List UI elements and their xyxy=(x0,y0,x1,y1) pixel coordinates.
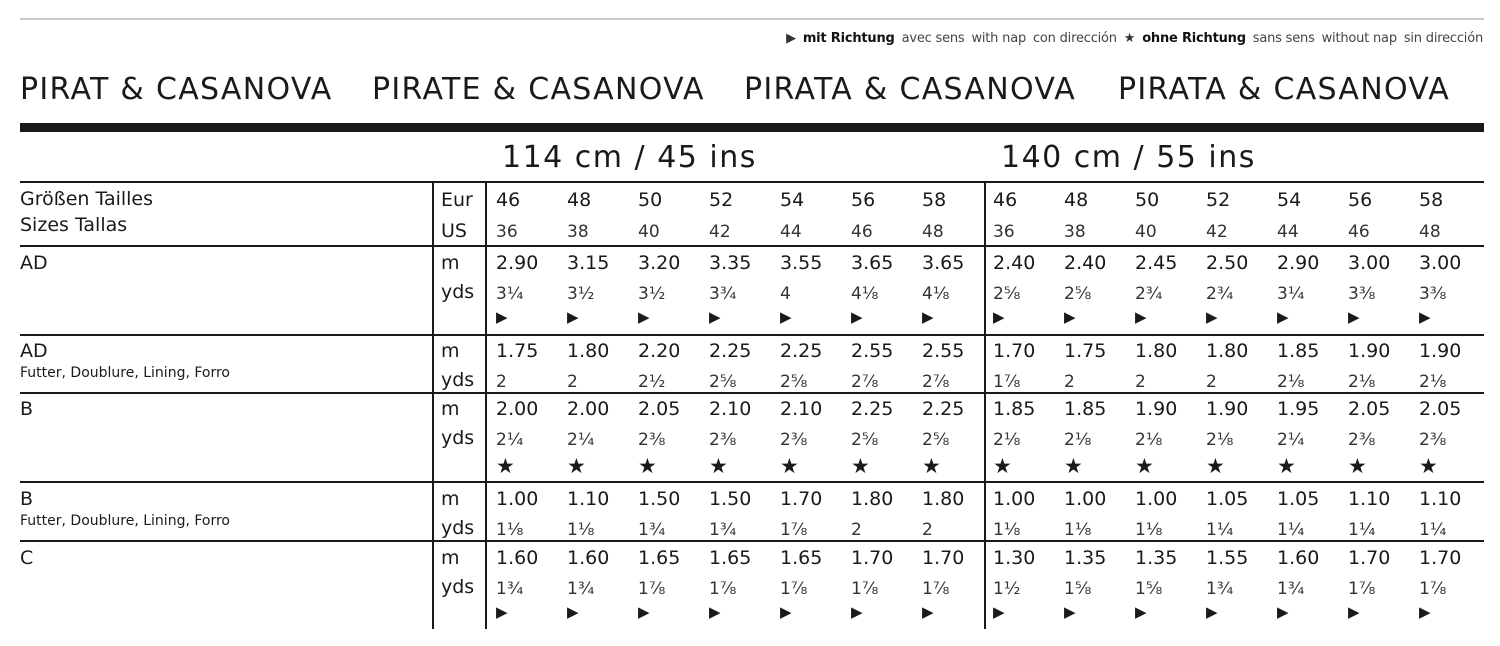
meters-cell: 2.05 xyxy=(638,398,681,420)
without-nap-icon: ★ xyxy=(851,454,870,478)
size-us-cell: 48 xyxy=(1419,222,1441,242)
row-rule xyxy=(20,540,1484,542)
without-nap-icon: ★ xyxy=(1206,454,1225,478)
yards-cell: 2 xyxy=(851,520,862,540)
meters-cell: 1.35 xyxy=(1135,547,1178,569)
with-nap-icon: ▶ xyxy=(922,603,934,621)
meters-cell: 1.10 xyxy=(1419,488,1462,510)
meters-cell: 1.60 xyxy=(1277,547,1320,569)
unit-yards: yds xyxy=(441,281,475,303)
without-nap-icon: ★ xyxy=(993,454,1012,478)
yards-cell: 1¾ xyxy=(638,520,666,540)
yards-cell: 3¾ xyxy=(709,284,737,304)
yards-cell: 1⅞ xyxy=(993,372,1021,392)
top-rule xyxy=(20,18,1484,20)
with-nap-icon: ▶ xyxy=(1277,308,1289,326)
size-eur-cell: 56 xyxy=(851,189,876,211)
yards-cell: 1⅛ xyxy=(567,520,595,540)
garment-label: C xyxy=(20,547,34,569)
yards-cell: 2⅛ xyxy=(1064,430,1092,450)
meters-cell: 2.25 xyxy=(780,340,823,362)
legend-nonap-fr: sans sens xyxy=(1252,31,1315,46)
meters-cell: 2.40 xyxy=(993,252,1036,274)
legend-nap-fr: avec sens xyxy=(901,31,965,46)
meters-cell: 2.90 xyxy=(496,252,539,274)
size-us-cell: 36 xyxy=(993,222,1015,242)
meters-cell: 1.90 xyxy=(1135,398,1178,420)
yards-cell: 1⅞ xyxy=(922,579,950,599)
with-nap-icon: ▶ xyxy=(1206,603,1218,621)
meters-cell: 2.05 xyxy=(1348,398,1391,420)
meters-cell: 1.80 xyxy=(1135,340,1178,362)
meters-cell: 2.25 xyxy=(851,398,894,420)
meters-cell: 1.70 xyxy=(851,547,894,569)
meters-cell: 1.90 xyxy=(1206,398,1249,420)
fabric-width-140: 140 cm / 55 ins xyxy=(1001,140,1256,175)
yards-cell: 1⅛ xyxy=(1135,520,1163,540)
meters-cell: 1.70 xyxy=(780,488,823,510)
pattern-title xyxy=(20,72,1490,112)
meters-cell: 1.80 xyxy=(567,340,610,362)
meters-cell: 2.90 xyxy=(1277,252,1320,274)
yards-cell: 3¼ xyxy=(1277,284,1305,304)
yards-cell: 2 xyxy=(1064,372,1075,392)
size-us-cell: 42 xyxy=(709,222,731,242)
meters-cell: 2.55 xyxy=(851,340,894,362)
yards-cell: 2⅝ xyxy=(922,430,950,450)
yards-cell: 1⅞ xyxy=(709,579,737,599)
meters-cell: 1.85 xyxy=(1277,340,1320,362)
yards-cell: 4⅛ xyxy=(851,284,879,304)
meters-cell: 2.55 xyxy=(922,340,965,362)
without-nap-icon: ★ xyxy=(638,454,657,478)
size-us-cell: 40 xyxy=(1135,222,1157,242)
row-rule xyxy=(20,481,1484,483)
meters-cell: 1.50 xyxy=(638,488,681,510)
size-us-cell: 44 xyxy=(780,222,802,242)
yards-cell: 1¾ xyxy=(567,579,595,599)
meters-cell: 2.00 xyxy=(496,398,539,420)
yards-cell: 2 xyxy=(496,372,507,392)
nap-symbol-icon: ▶ xyxy=(786,31,796,46)
size-eur-cell: 58 xyxy=(922,189,947,211)
unit-meters: m xyxy=(441,252,460,274)
meters-cell: 1.90 xyxy=(1348,340,1391,362)
yards-cell: 2⅛ xyxy=(1135,430,1163,450)
star-symbol-icon: ★ xyxy=(1123,31,1136,46)
with-nap-icon: ▶ xyxy=(993,308,1005,326)
row-rule xyxy=(20,392,1484,394)
size-us-cell: 40 xyxy=(638,222,660,242)
size-eur-cell: 54 xyxy=(1277,189,1302,211)
with-nap-icon: ▶ xyxy=(1135,308,1147,326)
meters-cell: 3.00 xyxy=(1419,252,1462,274)
meters-cell: 2.20 xyxy=(638,340,681,362)
yards-cell: 2⅝ xyxy=(1064,284,1092,304)
sizes-label: Sizes Tallas xyxy=(20,214,128,236)
legend-nonap-en: without nap xyxy=(1321,31,1397,46)
yards-cell: 1⅞ xyxy=(638,579,666,599)
yards-cell: 2¼ xyxy=(1277,430,1305,450)
meters-cell: 1.55 xyxy=(1206,547,1249,569)
yards-cell: 2⅜ xyxy=(638,430,666,450)
with-nap-icon: ▶ xyxy=(851,603,863,621)
meters-cell: 3.35 xyxy=(709,252,752,274)
with-nap-icon: ▶ xyxy=(780,603,792,621)
meters-cell: 2.50 xyxy=(1206,252,1249,274)
with-nap-icon: ▶ xyxy=(1348,603,1360,621)
yards-cell: 2 xyxy=(922,520,933,540)
meters-cell: 1.70 xyxy=(993,340,1036,362)
without-nap-icon: ★ xyxy=(1419,454,1438,478)
size-eur-cell: 46 xyxy=(496,189,521,211)
with-nap-icon: ▶ xyxy=(1135,603,1147,621)
with-nap-icon: ▶ xyxy=(638,308,650,326)
size-eur-cell: 48 xyxy=(567,189,592,211)
with-nap-icon: ▶ xyxy=(1348,308,1360,326)
yards-cell: 2½ xyxy=(638,372,666,392)
meters-cell: 1.05 xyxy=(1277,488,1320,510)
size-eur-cell: 56 xyxy=(1348,189,1373,211)
meters-cell: 1.05 xyxy=(1206,488,1249,510)
yards-cell: 2⅝ xyxy=(993,284,1021,304)
yards-cell: 1⅞ xyxy=(1419,579,1447,599)
garment-label: B xyxy=(20,488,34,510)
yards-cell: 1⅝ xyxy=(1135,579,1163,599)
with-nap-icon: ▶ xyxy=(496,308,508,326)
yards-cell: 1¼ xyxy=(1419,520,1447,540)
yards-cell: 2⅛ xyxy=(1277,372,1305,392)
size-us-cell: 42 xyxy=(1206,222,1228,242)
meters-cell: 2.10 xyxy=(780,398,823,420)
meters-cell: 3.15 xyxy=(567,252,610,274)
meters-cell: 1.65 xyxy=(780,547,823,569)
size-us-cell: 46 xyxy=(1348,222,1370,242)
unit-yards: yds xyxy=(441,517,475,539)
meters-cell: 1.30 xyxy=(993,547,1036,569)
fabric-width-114: 114 cm / 45 ins xyxy=(502,140,757,175)
meters-cell: 2.25 xyxy=(922,398,965,420)
meters-cell: 1.75 xyxy=(496,340,539,362)
meters-cell: 1.10 xyxy=(567,488,610,510)
with-nap-icon: ▶ xyxy=(1064,603,1076,621)
without-nap-icon: ★ xyxy=(709,454,728,478)
meters-cell: 1.00 xyxy=(1135,488,1178,510)
yards-cell: 2⅜ xyxy=(709,430,737,450)
meters-cell: 1.85 xyxy=(1064,398,1107,420)
unit-meters: m xyxy=(441,340,460,362)
yards-cell: 3⅜ xyxy=(1419,284,1447,304)
meters-cell: 1.90 xyxy=(1419,340,1462,362)
yards-cell: 1¾ xyxy=(1277,579,1305,599)
without-nap-icon: ★ xyxy=(1135,454,1154,478)
yards-cell: 2 xyxy=(1206,372,1217,392)
meters-cell: 1.60 xyxy=(567,547,610,569)
size-us-cell: 36 xyxy=(496,222,518,242)
with-nap-icon: ▶ xyxy=(1277,603,1289,621)
yards-cell: 1⅞ xyxy=(1348,579,1376,599)
yards-cell: 2 xyxy=(1135,372,1146,392)
title-fr: PIRATE & CASANOVA xyxy=(372,72,705,107)
unit-meters: m xyxy=(441,547,460,569)
with-nap-icon: ▶ xyxy=(638,603,650,621)
yards-cell: 2⅝ xyxy=(709,372,737,392)
meters-cell: 3.65 xyxy=(851,252,894,274)
meters-cell: 1.80 xyxy=(1206,340,1249,362)
size-us-cell: 38 xyxy=(567,222,589,242)
size-column-rule xyxy=(485,181,487,629)
size-eur-cell: 48 xyxy=(1064,189,1089,211)
yards-cell: 2⅜ xyxy=(780,430,808,450)
yards-cell: 3¼ xyxy=(496,284,524,304)
without-nap-icon: ★ xyxy=(1064,454,1083,478)
with-nap-icon: ▶ xyxy=(1206,308,1218,326)
meters-cell: 2.05 xyxy=(1419,398,1462,420)
with-nap-icon: ▶ xyxy=(567,308,579,326)
fabric-type-label: Futter, Doublure, Lining, Forro xyxy=(20,513,230,529)
without-nap-icon: ★ xyxy=(567,454,586,478)
yards-cell: 1⅞ xyxy=(780,520,808,540)
yards-cell: 1¼ xyxy=(1348,520,1376,540)
width-divider-rule xyxy=(984,181,986,629)
size-eur-cell: 52 xyxy=(1206,189,1231,211)
header-rule xyxy=(20,181,1484,183)
yards-cell: 1¾ xyxy=(709,520,737,540)
size-us-cell: 44 xyxy=(1277,222,1299,242)
yards-cell: 1¾ xyxy=(1206,579,1234,599)
legend-nonap-de: ohne Richtung xyxy=(1142,31,1246,46)
with-nap-icon: ▶ xyxy=(709,308,721,326)
yards-cell: 2 xyxy=(567,372,578,392)
yards-cell: 1¼ xyxy=(1277,520,1305,540)
yards-cell: 1⅝ xyxy=(1064,579,1092,599)
yards-cell: 3½ xyxy=(567,284,595,304)
meters-cell: 3.55 xyxy=(780,252,823,274)
yards-cell: 2¼ xyxy=(567,430,595,450)
yards-cell: 2⅞ xyxy=(922,372,950,392)
meters-cell: 1.70 xyxy=(922,547,965,569)
with-nap-icon: ▶ xyxy=(922,308,934,326)
yards-cell: 1⅛ xyxy=(1064,520,1092,540)
yards-cell: 1⅞ xyxy=(851,579,879,599)
unit-yards: yds xyxy=(441,427,475,449)
with-nap-icon: ▶ xyxy=(567,603,579,621)
yards-cell: 2⅞ xyxy=(851,372,879,392)
meters-cell: 3.20 xyxy=(638,252,681,274)
meters-cell: 1.95 xyxy=(1277,398,1320,420)
meters-cell: 1.70 xyxy=(1348,547,1391,569)
with-nap-icon: ▶ xyxy=(780,308,792,326)
with-nap-icon: ▶ xyxy=(1064,308,1076,326)
meters-cell: 1.60 xyxy=(496,547,539,569)
meters-cell: 1.35 xyxy=(1064,547,1107,569)
yards-cell: 1¼ xyxy=(1206,520,1234,540)
without-nap-icon: ★ xyxy=(496,454,515,478)
meters-cell: 1.70 xyxy=(1419,547,1462,569)
meters-cell: 1.85 xyxy=(993,398,1036,420)
size-eur-cell: 46 xyxy=(993,189,1018,211)
legend-nap-en: with nap xyxy=(971,31,1027,46)
size-us-cell: 48 xyxy=(922,222,944,242)
size-system-us: US xyxy=(441,220,467,242)
fabric-type-label: Futter, Doublure, Lining, Forro xyxy=(20,365,230,381)
yards-cell: 1¾ xyxy=(496,579,524,599)
size-us-cell: 46 xyxy=(851,222,873,242)
row-rule xyxy=(20,334,1484,336)
yards-cell: 4⅛ xyxy=(922,284,950,304)
size-us-cell: 38 xyxy=(1064,222,1086,242)
meters-cell: 1.10 xyxy=(1348,488,1391,510)
meters-cell: 2.10 xyxy=(709,398,752,420)
without-nap-icon: ★ xyxy=(922,454,941,478)
yards-cell: 2¾ xyxy=(1206,284,1234,304)
size-eur-cell: 54 xyxy=(780,189,805,211)
with-nap-icon: ▶ xyxy=(1419,603,1431,621)
size-eur-cell: 50 xyxy=(638,189,663,211)
yards-cell: 2⅛ xyxy=(993,430,1021,450)
meters-cell: 3.65 xyxy=(922,252,965,274)
without-nap-icon: ★ xyxy=(1348,454,1367,478)
meters-cell: 2.25 xyxy=(709,340,752,362)
legend-nap-de: mit Richtung xyxy=(802,31,895,46)
meters-cell: 1.00 xyxy=(993,488,1036,510)
yards-cell: 2¼ xyxy=(496,430,524,450)
meters-cell: 2.00 xyxy=(567,398,610,420)
meters-cell: 1.80 xyxy=(851,488,894,510)
yards-cell: 2⅜ xyxy=(1348,430,1376,450)
without-nap-icon: ★ xyxy=(780,454,799,478)
unit-yards: yds xyxy=(441,576,475,598)
with-nap-icon: ▶ xyxy=(851,308,863,326)
title-it: PIRATA & CASANOVA xyxy=(1118,72,1451,107)
meters-cell: 3.00 xyxy=(1348,252,1391,274)
legend-nonap-es: sin dirección xyxy=(1403,31,1483,46)
row-rule xyxy=(20,245,1484,247)
meters-cell: 1.50 xyxy=(709,488,752,510)
meters-cell: 1.75 xyxy=(1064,340,1107,362)
size-eur-cell: 58 xyxy=(1419,189,1444,211)
meters-cell: 2.45 xyxy=(1135,252,1178,274)
yards-cell: 2¾ xyxy=(1135,284,1163,304)
size-eur-cell: 52 xyxy=(709,189,734,211)
garment-label: AD xyxy=(20,252,48,274)
unit-column-rule xyxy=(432,181,434,629)
meters-cell: 1.80 xyxy=(922,488,965,510)
yards-cell: 1½ xyxy=(993,579,1021,599)
size-eur-cell: 50 xyxy=(1135,189,1160,211)
yards-cell: 2⅝ xyxy=(851,430,879,450)
unit-meters: m xyxy=(441,398,460,420)
sizes-label: Größen Tailles xyxy=(20,188,154,210)
meters-cell: 1.00 xyxy=(1064,488,1107,510)
unit-yards: yds xyxy=(441,369,475,391)
yards-cell: 3⅜ xyxy=(1348,284,1376,304)
unit-meters: m xyxy=(441,488,460,510)
legend-nap-es: con dirección xyxy=(1032,31,1117,46)
meters-cell: 1.65 xyxy=(709,547,752,569)
yards-cell: 4 xyxy=(780,284,791,304)
title-rule xyxy=(20,123,1484,132)
size-system-eur: Eur xyxy=(441,189,473,211)
yards-cell: 2⅛ xyxy=(1348,372,1376,392)
with-nap-icon: ▶ xyxy=(993,603,1005,621)
yards-cell: 2⅜ xyxy=(1419,430,1447,450)
yards-cell: 2⅝ xyxy=(780,372,808,392)
meters-cell: 1.65 xyxy=(638,547,681,569)
without-nap-icon: ★ xyxy=(1277,454,1296,478)
yards-cell: 1⅛ xyxy=(496,520,524,540)
yards-cell: 2⅛ xyxy=(1206,430,1234,450)
yards-cell: 1⅛ xyxy=(993,520,1021,540)
garment-label: AD xyxy=(20,340,48,362)
yards-cell: 1⅞ xyxy=(780,579,808,599)
yards-cell: 3½ xyxy=(638,284,666,304)
with-nap-icon: ▶ xyxy=(709,603,721,621)
yards-cell: 2⅛ xyxy=(1419,372,1447,392)
meters-cell: 1.00 xyxy=(496,488,539,510)
title-es: PIRATA & CASANOVA xyxy=(744,72,1077,107)
meters-cell: 2.40 xyxy=(1064,252,1107,274)
nap-legend xyxy=(786,31,1483,46)
title-de: PIRAT & CASANOVA xyxy=(20,72,333,107)
garment-label: B xyxy=(20,398,34,420)
with-nap-icon: ▶ xyxy=(496,603,508,621)
with-nap-icon: ▶ xyxy=(1419,308,1431,326)
